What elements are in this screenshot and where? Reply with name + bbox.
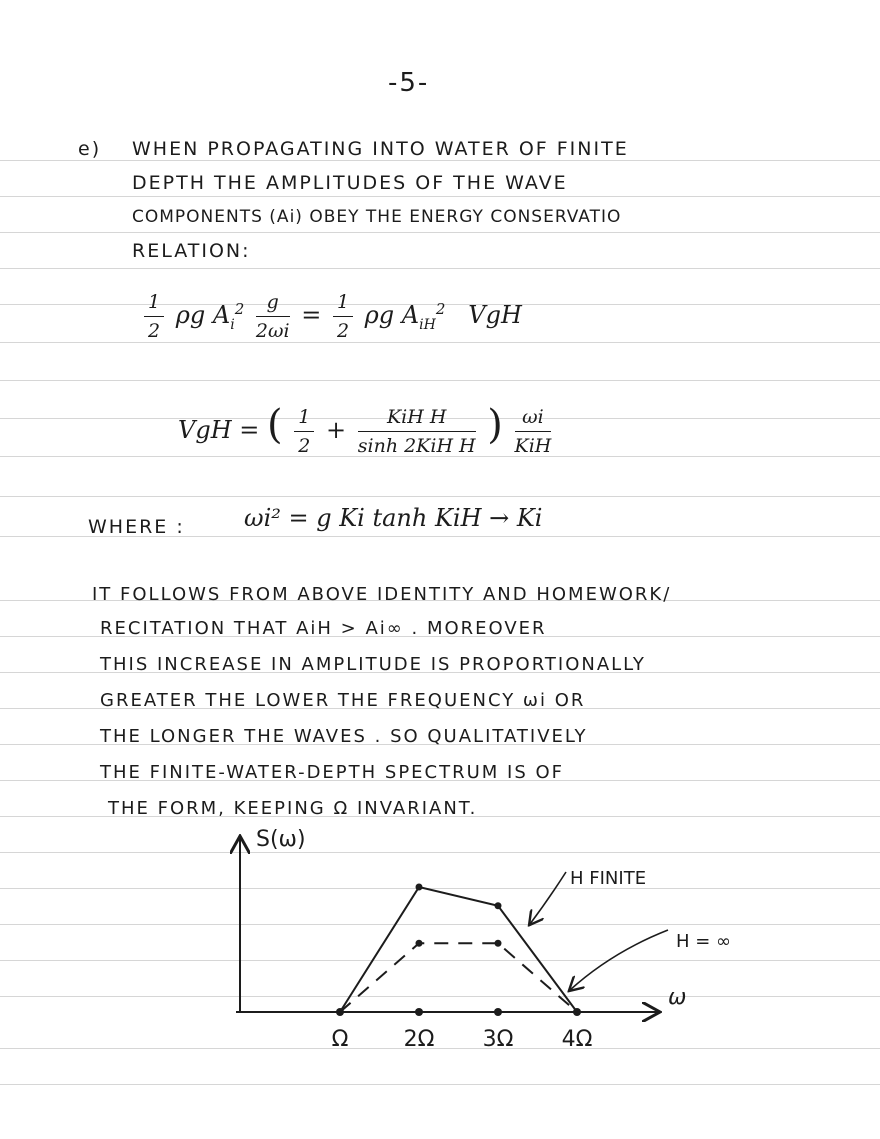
tick-label-3: 3Ω: [482, 1027, 514, 1052]
part-e-line-1: WHEN PROPAGATING INTO WATER OF FINITE: [132, 138, 629, 160]
kh-sinh-fraction: $\frac{\text{KiH H}}{\text{sinh 2KiH H}}$: [358, 403, 476, 460]
deep-group-velocity-fraction: $\frac{g}{2\omega i}$: [256, 288, 290, 345]
tick-label-2: 2Ω: [403, 1027, 435, 1052]
data-point-h-infinite-3: [495, 940, 502, 947]
tick-mark-2: [415, 1008, 423, 1016]
series-line-h-finite: [340, 887, 577, 1012]
data-point-h-finite-3: [495, 902, 502, 909]
vgh-lhs: VgH =: [178, 416, 260, 444]
paragraph2-line-3: THIS INCREASE IN AMPLITUDE IS PROPORTIONALLY: [100, 654, 646, 675]
h-infinite-pointer: [570, 930, 668, 990]
tick-label-1: Ω: [331, 1027, 349, 1052]
data-point-h-finite-2: [416, 884, 423, 891]
page-number: -5-: [388, 68, 430, 98]
subscript-iH: iH: [419, 316, 436, 333]
part-e-line-3: COMPONENTS (Ai) OBEY THE ENERGY CONSERVATIO: [132, 207, 622, 227]
phase-velocity-fraction: $\frac{\omega i}{\text{KiH}}$: [515, 403, 552, 460]
where-label: WHERE :: [88, 516, 185, 538]
paragraph2-line-6: THE FINITE-WATER-DEPTH SPECTRUM IS OF: [100, 762, 565, 783]
paragraph2-line-4: GREATER THE LOWER THE FREQUENCY ωi OR: [100, 690, 586, 711]
close-paren: ): [487, 402, 503, 448]
tick-label-4: 4Ω: [561, 1027, 593, 1052]
dispersion-relation: ωi² = g Ki tanh KiH → Ki: [244, 504, 543, 532]
paragraph2-line-5: THE LONGER THE WAVES . SO QUALITATIVELY: [100, 726, 588, 747]
paragraph2-line-2: RECITATION THAT AiH > Ai∞ . MOREOVER: [100, 618, 547, 639]
subscript-i: i: [230, 316, 235, 333]
part-e-line-2: DEPTH THE AMPLITUDES OF THE WAVE: [132, 172, 568, 194]
tick-mark-3: [494, 1008, 502, 1016]
label-h-infinite: H = ∞: [676, 931, 732, 952]
exponent-2-rhs: 2: [435, 300, 446, 318]
y-axis-label: S(ω): [256, 827, 306, 852]
h-finite-pointer: [530, 872, 566, 924]
plus-sign: +: [326, 416, 347, 444]
part-e-label: e): [78, 138, 102, 160]
half-fraction: $\frac{1}{2}$: [144, 288, 164, 345]
paragraph2-line-1: IT FOLLOWS FROM ABOVE IDENTITY AND HOMEWORK/: [92, 584, 672, 605]
paragraph2-line-7: THE FORM, KEEPING Ω INVARIANT.: [108, 798, 478, 819]
data-point-h-infinite-2: [416, 940, 423, 947]
exponent-2: 2: [234, 300, 245, 318]
label-h-finite: H FINITE: [570, 868, 647, 889]
series-line-h-infinite: [340, 943, 577, 1012]
x-axis-label: ω: [668, 985, 687, 1010]
group-velocity-symbol: VgH: [468, 301, 522, 329]
rho-g-rhs: ρg: [364, 301, 395, 329]
amplitude-symbol: A: [212, 301, 231, 329]
part-e-line-4: RELATION:: [132, 240, 251, 262]
equals-sign: =: [301, 301, 322, 329]
amplitude-symbol-rhs: A: [401, 301, 420, 329]
rho-g: ρg: [175, 301, 206, 329]
half-fraction-rhs: $\frac{1}{2}$: [333, 288, 353, 345]
half-fraction-vg: $\frac{1}{2}$: [294, 403, 314, 460]
open-paren: (: [267, 402, 283, 448]
